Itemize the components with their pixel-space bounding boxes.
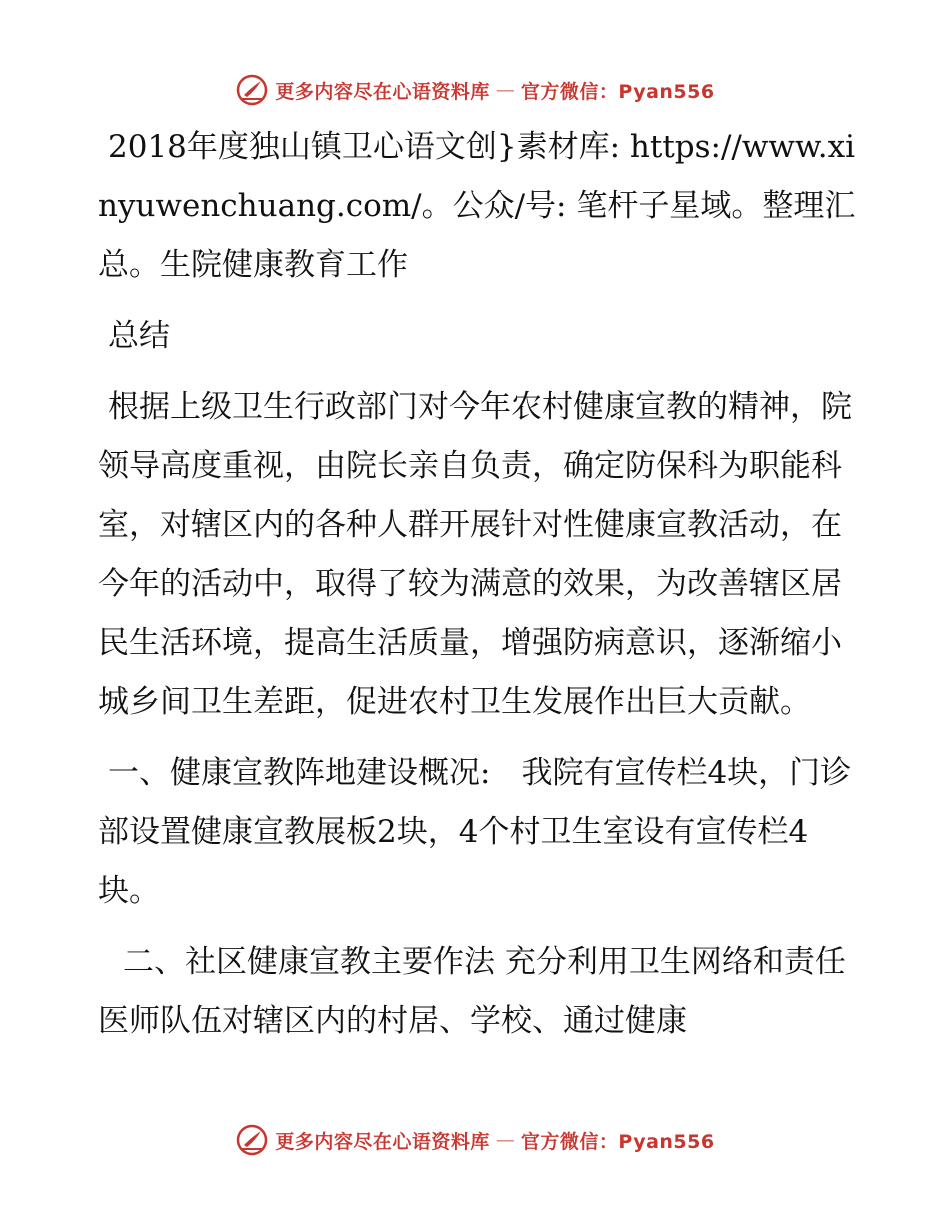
watermark-banner-bottom — [0, 1120, 950, 1160]
document-header-line: 2018年度独山镇卫心语文创}素材库: https://www.xinyuwenchuang.com/。公众/号: 笔杆子星域。整理汇总。生院健康教育工作 — [98, 129, 856, 283]
paragraph-intro: 根据上级卫生行政部门对今年农村健康宣教的精神，院领导高度重视，由院长亲自负责，确定防保科为职能科室，对辖区内的各种人群开展针对性健康宣教活动，在今年的活动中，取得了较为满意的效果，为改善辖区居民生活环境，提高生活质量，增强防病意识，逐渐缩小城乡间卫生差距，促进农村卫生发展作出巨大贡献。 — [98, 389, 852, 720]
watermark-separator: — — [495, 79, 515, 101]
paragraph-section-two: 二、社区健康宣教主要作法 充分利用卫生网络和责任医师队伍对辖区内的村居、学校、通过健康 — [98, 944, 846, 1039]
watermark-separator: — — [495, 1129, 515, 1151]
watermark-text: 更多内容尽在心语资料库 — [275, 80, 490, 103]
document-body — [98, 118, 858, 1051]
quill-book-logo-icon — [235, 73, 269, 107]
document-subtitle: 总结 — [108, 318, 170, 354]
watermark-text: 更多内容尽在心语资料库 — [275, 1130, 490, 1153]
watermark-banner-top — [0, 70, 950, 110]
paragraph-section-one: 一、健康宣教阵地建设概况: 我院有宣传栏4块，门诊部设置健康宣教展板2块，4个村卫生室设有宣传栏4块。 — [98, 755, 852, 909]
watermark-contact: 官方微信：Pyan556 — [520, 80, 715, 103]
quill-book-logo-icon — [235, 1123, 269, 1157]
watermark-contact: 官方微信：Pyan556 — [520, 1130, 715, 1153]
